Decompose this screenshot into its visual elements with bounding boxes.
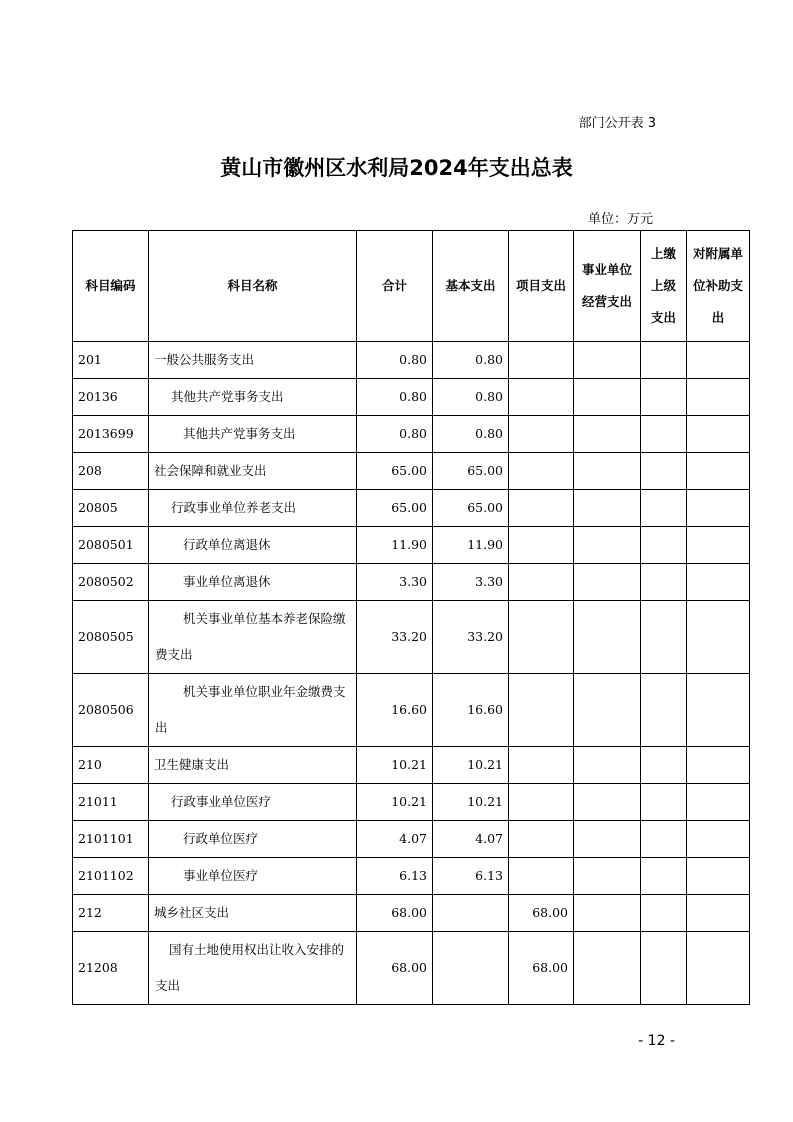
header-subsidy: 对附属单位补助支出 bbox=[687, 231, 750, 342]
table-row bbox=[73, 416, 750, 453]
row-name: 事业单位离退休 bbox=[149, 564, 357, 601]
row-business bbox=[574, 858, 641, 895]
row-basic: 0.80 bbox=[433, 342, 509, 379]
row-project bbox=[509, 747, 574, 784]
table-row bbox=[73, 601, 750, 674]
row-upper bbox=[641, 601, 687, 674]
row-business bbox=[574, 895, 641, 932]
table-row bbox=[73, 490, 750, 527]
header-total: 合计 bbox=[357, 231, 433, 342]
row-total: 65.00 bbox=[357, 490, 433, 527]
row-project bbox=[509, 564, 574, 601]
row-total: 65.00 bbox=[357, 453, 433, 490]
row-upper bbox=[641, 895, 687, 932]
row-basic: 4.07 bbox=[433, 821, 509, 858]
row-basic: 16.60 bbox=[433, 674, 509, 747]
row-basic: 10.21 bbox=[433, 784, 509, 821]
row-total: 10.21 bbox=[357, 784, 433, 821]
row-subsidy bbox=[687, 895, 750, 932]
row-upper bbox=[641, 747, 687, 784]
row-upper bbox=[641, 821, 687, 858]
row-project bbox=[509, 342, 574, 379]
row-upper bbox=[641, 379, 687, 416]
row-subsidy bbox=[687, 416, 750, 453]
table-row bbox=[73, 858, 750, 895]
row-subsidy bbox=[687, 601, 750, 674]
row-subsidy bbox=[687, 858, 750, 895]
row-code: 2080505 bbox=[73, 601, 149, 674]
row-subsidy bbox=[687, 932, 750, 1005]
row-subsidy bbox=[687, 453, 750, 490]
row-project bbox=[509, 527, 574, 564]
row-code: 210 bbox=[73, 747, 149, 784]
row-total: 16.60 bbox=[357, 674, 433, 747]
row-basic: 10.21 bbox=[433, 747, 509, 784]
row-business bbox=[574, 379, 641, 416]
row-project bbox=[509, 858, 574, 895]
row-basic: 65.00 bbox=[433, 490, 509, 527]
table-row bbox=[73, 379, 750, 416]
row-subsidy bbox=[687, 821, 750, 858]
row-total: 11.90 bbox=[357, 527, 433, 564]
table-row bbox=[73, 674, 750, 747]
row-basic bbox=[433, 932, 509, 1005]
row-business bbox=[574, 564, 641, 601]
row-business bbox=[574, 821, 641, 858]
row-name: 卫生健康支出 bbox=[149, 747, 357, 784]
header-basic: 基本支出 bbox=[433, 231, 509, 342]
row-name: 国有土地使用权出让收入安排的支出 bbox=[149, 932, 357, 1005]
row-total: 10.21 bbox=[357, 747, 433, 784]
row-basic: 65.00 bbox=[433, 453, 509, 490]
row-basic bbox=[433, 895, 509, 932]
row-name: 机关事业单位基本养老保险缴费支出 bbox=[149, 601, 357, 674]
row-project: 68.00 bbox=[509, 932, 574, 1005]
row-code: 208 bbox=[73, 453, 149, 490]
row-business bbox=[574, 932, 641, 1005]
table-row bbox=[73, 747, 750, 784]
row-subsidy bbox=[687, 747, 750, 784]
row-project bbox=[509, 674, 574, 747]
header-project: 项目支出 bbox=[509, 231, 574, 342]
row-name: 其他共产党事务支出 bbox=[149, 379, 357, 416]
row-subsidy bbox=[687, 342, 750, 379]
row-total: 0.80 bbox=[357, 379, 433, 416]
row-business bbox=[574, 342, 641, 379]
unit-label: 单位：万元 bbox=[587, 212, 653, 227]
row-subsidy bbox=[687, 527, 750, 564]
row-name: 行政单位离退休 bbox=[149, 527, 357, 564]
row-code: 212 bbox=[73, 895, 149, 932]
row-business bbox=[574, 490, 641, 527]
row-project: 68.00 bbox=[509, 895, 574, 932]
row-total: 6.13 bbox=[357, 858, 433, 895]
page-number: - 12 - bbox=[638, 1033, 675, 1049]
row-subsidy bbox=[687, 564, 750, 601]
table-row bbox=[73, 895, 750, 932]
row-business bbox=[574, 784, 641, 821]
row-business bbox=[574, 453, 641, 490]
table-row bbox=[73, 527, 750, 564]
row-total: 68.00 bbox=[357, 932, 433, 1005]
row-code: 2013699 bbox=[73, 416, 149, 453]
row-basic: 11.90 bbox=[433, 527, 509, 564]
row-subsidy bbox=[687, 674, 750, 747]
row-project bbox=[509, 490, 574, 527]
row-business bbox=[574, 601, 641, 674]
row-code: 2101102 bbox=[73, 858, 149, 895]
row-project bbox=[509, 601, 574, 674]
header-business: 事业单位经营支出 bbox=[574, 231, 641, 342]
row-project bbox=[509, 416, 574, 453]
row-name: 一般公共服务支出 bbox=[149, 342, 357, 379]
row-upper bbox=[641, 932, 687, 1005]
row-name: 事业单位医疗 bbox=[149, 858, 357, 895]
row-name: 其他共产党事务支出 bbox=[149, 416, 357, 453]
row-code: 20805 bbox=[73, 490, 149, 527]
table-header-row bbox=[73, 231, 750, 342]
table-row bbox=[73, 453, 750, 490]
row-upper bbox=[641, 453, 687, 490]
row-subsidy bbox=[687, 784, 750, 821]
row-basic: 6.13 bbox=[433, 858, 509, 895]
row-project bbox=[509, 821, 574, 858]
table-row bbox=[73, 821, 750, 858]
row-upper bbox=[641, 416, 687, 453]
header-code: 科目编码 bbox=[73, 231, 149, 342]
row-code: 201 bbox=[73, 342, 149, 379]
table-row bbox=[73, 342, 750, 379]
row-subsidy bbox=[687, 490, 750, 527]
row-code: 20136 bbox=[73, 379, 149, 416]
row-name: 机关事业单位职业年金缴费支出 bbox=[149, 674, 357, 747]
row-code: 2080506 bbox=[73, 674, 149, 747]
row-business bbox=[574, 674, 641, 747]
table-row bbox=[73, 564, 750, 601]
row-name: 行政事业单位医疗 bbox=[149, 784, 357, 821]
row-basic: 3.30 bbox=[433, 564, 509, 601]
row-business bbox=[574, 527, 641, 564]
row-code: 21208 bbox=[73, 932, 149, 1005]
row-basic: 33.20 bbox=[433, 601, 509, 674]
row-total: 3.30 bbox=[357, 564, 433, 601]
row-upper bbox=[641, 342, 687, 379]
row-upper bbox=[641, 858, 687, 895]
row-code: 21011 bbox=[73, 784, 149, 821]
row-upper bbox=[641, 784, 687, 821]
row-upper bbox=[641, 527, 687, 564]
expenditure-table bbox=[72, 230, 750, 1005]
row-basic: 0.80 bbox=[433, 416, 509, 453]
row-business bbox=[574, 416, 641, 453]
form-number: 部门公开表 3 bbox=[578, 116, 656, 131]
row-name: 行政单位医疗 bbox=[149, 821, 357, 858]
page-title: 黄山市徽州区水利局2024年支出总表 bbox=[220, 156, 573, 180]
table-row bbox=[73, 784, 750, 821]
row-name: 城乡社区支出 bbox=[149, 895, 357, 932]
row-name: 行政事业单位养老支出 bbox=[149, 490, 357, 527]
row-upper bbox=[641, 674, 687, 747]
row-code: 2101101 bbox=[73, 821, 149, 858]
row-subsidy bbox=[687, 379, 750, 416]
row-business bbox=[574, 747, 641, 784]
row-basic: 0.80 bbox=[433, 379, 509, 416]
row-project bbox=[509, 453, 574, 490]
row-upper bbox=[641, 564, 687, 601]
row-total: 68.00 bbox=[357, 895, 433, 932]
row-project bbox=[509, 784, 574, 821]
header-upper: 上缴上级支出 bbox=[641, 231, 687, 342]
row-code: 2080502 bbox=[73, 564, 149, 601]
row-code: 2080501 bbox=[73, 527, 149, 564]
table-row bbox=[73, 932, 750, 1005]
row-total: 0.80 bbox=[357, 342, 433, 379]
row-total: 4.07 bbox=[357, 821, 433, 858]
row-name: 社会保障和就业支出 bbox=[149, 453, 357, 490]
row-total: 33.20 bbox=[357, 601, 433, 674]
row-upper bbox=[641, 490, 687, 527]
row-project bbox=[509, 379, 574, 416]
row-total: 0.80 bbox=[357, 416, 433, 453]
header-name: 科目名称 bbox=[149, 231, 357, 342]
